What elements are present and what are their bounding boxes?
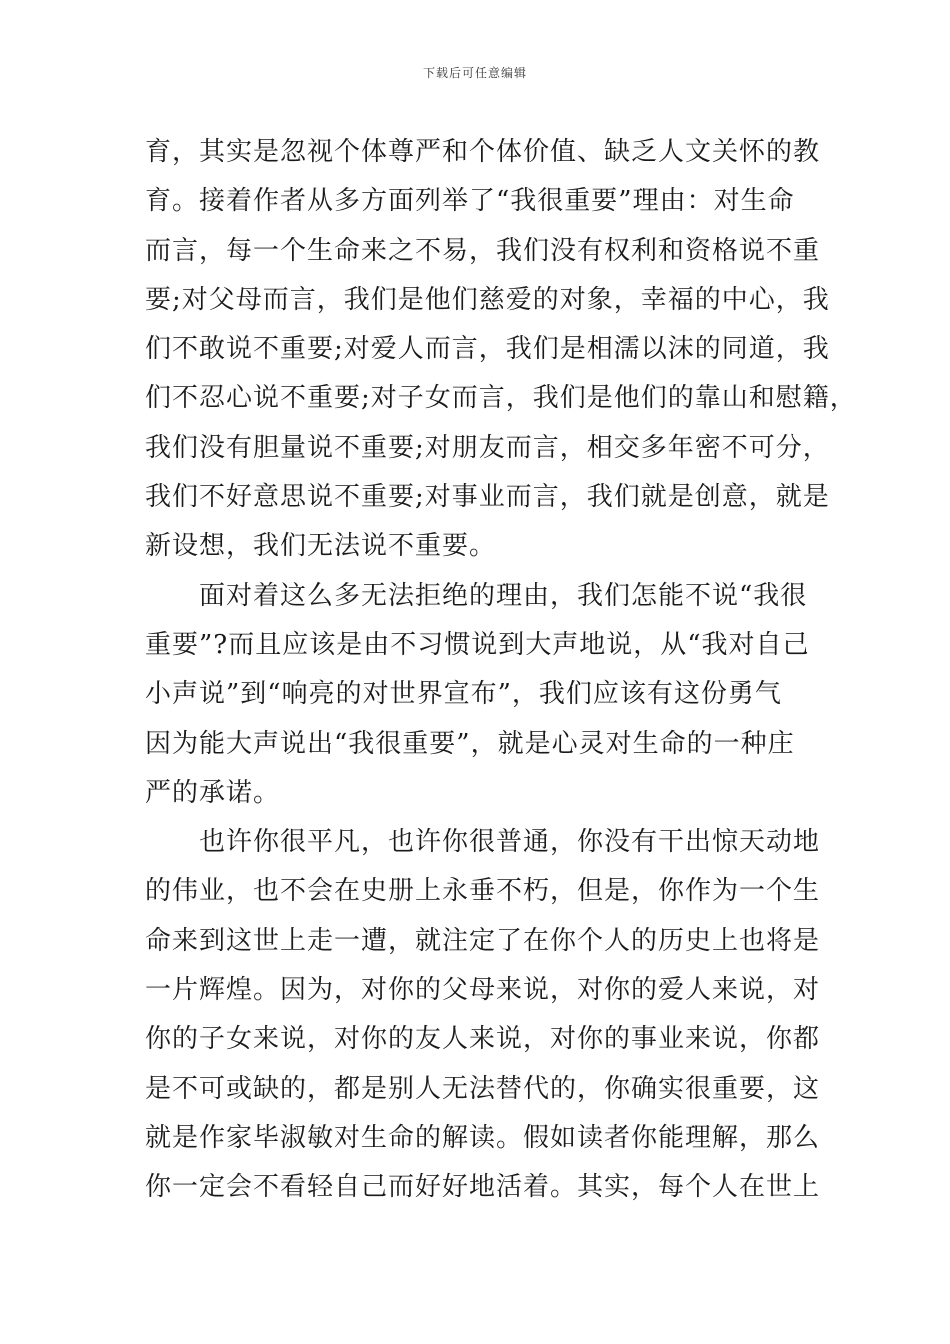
text-line: 一片辉煌。因为，对你的父母来说，对你的爱人来说，对 xyxy=(145,975,821,1006)
text-line: 小声说”到“响亮的对世界宣布”，我们应该有这份勇气 xyxy=(145,679,782,710)
text-line: 你的子女来说，对你的友人来说，对你的事业来说，你都 xyxy=(145,1024,821,1055)
text-line: 们不敢说不重要;对爱人而言，我们是相濡以沫的同道，我 xyxy=(145,334,830,365)
text-line: 就是作家毕淑敏对生命的解读。假如读者你能理解，那么 xyxy=(145,1122,821,1153)
text-line: 命来到这世上走一遭，就注定了在你个人的历史上也将是 xyxy=(145,925,821,956)
text-line: 因为能大声说出“我很重要”，就是心灵对生命的一种庄 xyxy=(145,728,795,759)
text-line: 也许你很平凡，也许你很普通，你没有干出惊天动地 xyxy=(145,827,821,858)
page-header: 下载后可任意编辑 xyxy=(422,66,527,80)
text-line: 我们不好意思说不重要;对事业而言，我们就是创意，就是 xyxy=(145,482,830,513)
text-line: 严的承诺。 xyxy=(145,777,281,808)
text-line: 而言，每一个生命来之不易，我们没有权利和资格说不重 xyxy=(145,235,821,266)
text-line: 是不可或缺的，都是别人无法替代的，你确实很重要，这 xyxy=(145,1073,821,1104)
text-line: 要;对父母而言，我们是他们慈爱的对象，幸福的中心，我 xyxy=(145,284,830,315)
document-body xyxy=(145,128,857,1213)
text-line: 育。接着作者从多方面列举了“我很重要”理由：对生命 xyxy=(145,186,795,217)
text-line: 面对着这么多无法拒绝的理由，我们怎能不说“我很 xyxy=(145,580,808,611)
text-line: 们不忍心说不重要;对子女而言，我们是他们的靠山和慰籍， xyxy=(145,383,857,414)
text-line: 的伟业，也不会在史册上永垂不朽，但是，你作为一个生 xyxy=(145,876,821,907)
text-line: 新设想，我们无法说不重要。 xyxy=(145,531,497,562)
text-line: 重要”?而且应该是由不习惯说到大声地说，从“我对自己 xyxy=(145,629,810,660)
text-line: 你一定会不看轻自己而好好地活着。其实，每个人在世上 xyxy=(145,1172,821,1203)
text-line: 我们没有胆量说不重要;对朋友而言，相交多年密不可分， xyxy=(145,432,830,463)
text-line: 育，其实是忽视个体尊严和个体价值、缺乏人文关怀的教 xyxy=(145,137,821,167)
